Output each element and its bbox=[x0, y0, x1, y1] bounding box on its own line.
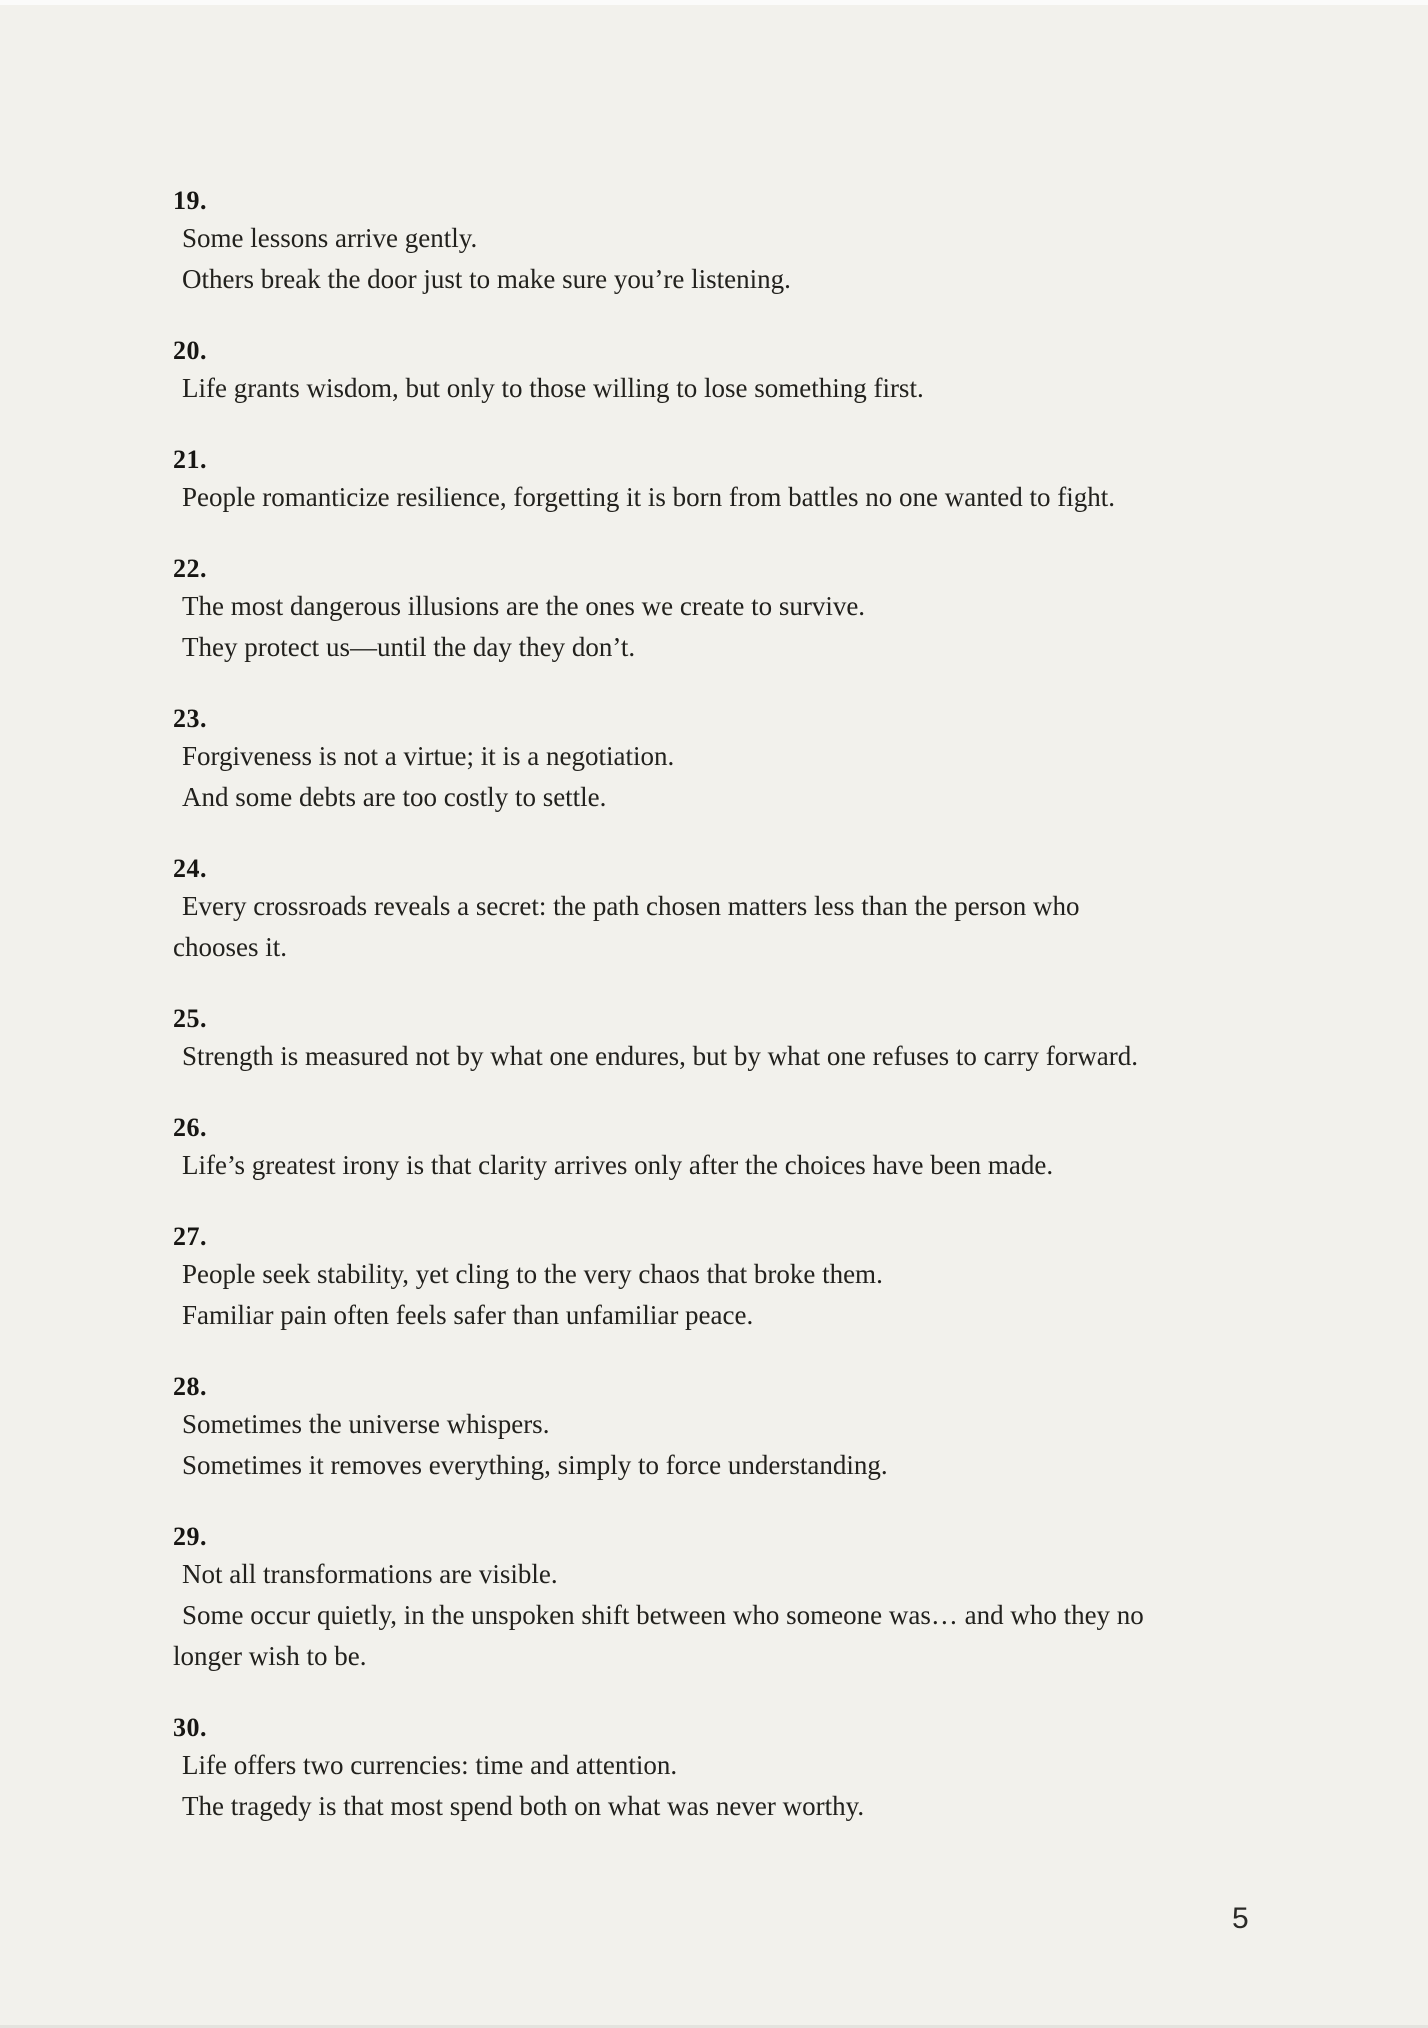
item-number: 29. bbox=[173, 1522, 207, 1551]
list-item bbox=[173, 1520, 1248, 1677]
quote-line: Strength is measured not by what one endures, but by what one refuses to carry forward. bbox=[182, 1041, 1138, 1071]
quote-line: And some debts are too costly to settle. bbox=[182, 782, 607, 812]
quote-line: Some lessons arrive gently. bbox=[182, 223, 478, 253]
quote-line-continuation: longer wish to be. bbox=[173, 1641, 367, 1671]
list-item bbox=[173, 552, 1248, 668]
list-item bbox=[173, 702, 1248, 818]
quote-line: The most dangerous illusions are the ones we create to survive. bbox=[182, 591, 866, 621]
page-number: 5 bbox=[1232, 1902, 1249, 1935]
list-item bbox=[173, 1111, 1248, 1186]
page-top-edge bbox=[0, 0, 1428, 5]
quote-line: Life’s greatest irony is that clarity arrives only after the choices have been made. bbox=[182, 1150, 1054, 1180]
item-number: 27. bbox=[173, 1222, 207, 1251]
quote-line: People seek stability, yet cling to the very chaos that broke them. bbox=[182, 1259, 883, 1289]
quote-line: Life offers two currencies: time and attention. bbox=[182, 1750, 678, 1780]
list-item bbox=[173, 1002, 1248, 1077]
quote-line: Some occur quietly, in the unspoken shift between who someone was… and who they no bbox=[182, 1600, 1144, 1630]
quote-line: The tragedy is that most spend both on what was never worthy. bbox=[182, 1791, 865, 1821]
quote-line: Not all transformations are visible. bbox=[182, 1559, 558, 1589]
quote-line: Life grants wisdom, but only to those willing to lose something first. bbox=[182, 373, 924, 403]
item-number: 23. bbox=[173, 704, 207, 733]
item-number: 22. bbox=[173, 554, 207, 583]
quote-line: Sometimes the universe whispers. bbox=[182, 1409, 550, 1439]
item-number: 26. bbox=[173, 1113, 207, 1142]
quote-line: Every crossroads reveals a secret: the path chosen matters less than the person who bbox=[182, 891, 1080, 921]
quote-line: Others break the door just to make sure you’re listening. bbox=[182, 264, 791, 294]
list-item bbox=[173, 1711, 1248, 1827]
quote-line: Familiar pain often feels safer than unfamiliar peace. bbox=[182, 1300, 754, 1330]
item-number: 21. bbox=[173, 445, 207, 474]
item-number: 30. bbox=[173, 1713, 207, 1742]
quote-line: They protect us—until the day they don’t. bbox=[182, 632, 636, 662]
list-item bbox=[173, 334, 1248, 409]
quote-line: People romanticize resilience, forgetting it is born from battles no one wanted to fight. bbox=[182, 482, 1116, 512]
list-item bbox=[173, 1370, 1248, 1486]
item-number: 25. bbox=[173, 1004, 207, 1033]
item-number: 24. bbox=[173, 854, 207, 883]
quote-line-continuation: chooses it. bbox=[173, 932, 287, 962]
item-number: 20. bbox=[173, 336, 207, 365]
list-item bbox=[173, 184, 1248, 300]
item-number: 28. bbox=[173, 1372, 207, 1401]
item-number: 19. bbox=[173, 186, 207, 215]
list-item bbox=[173, 443, 1248, 518]
list-item bbox=[173, 852, 1248, 968]
list-item bbox=[173, 1220, 1248, 1336]
quote-line: Forgiveness is not a virtue; it is a negotiation. bbox=[182, 741, 675, 771]
quote-line: Sometimes it removes everything, simply to force understanding. bbox=[182, 1450, 888, 1480]
